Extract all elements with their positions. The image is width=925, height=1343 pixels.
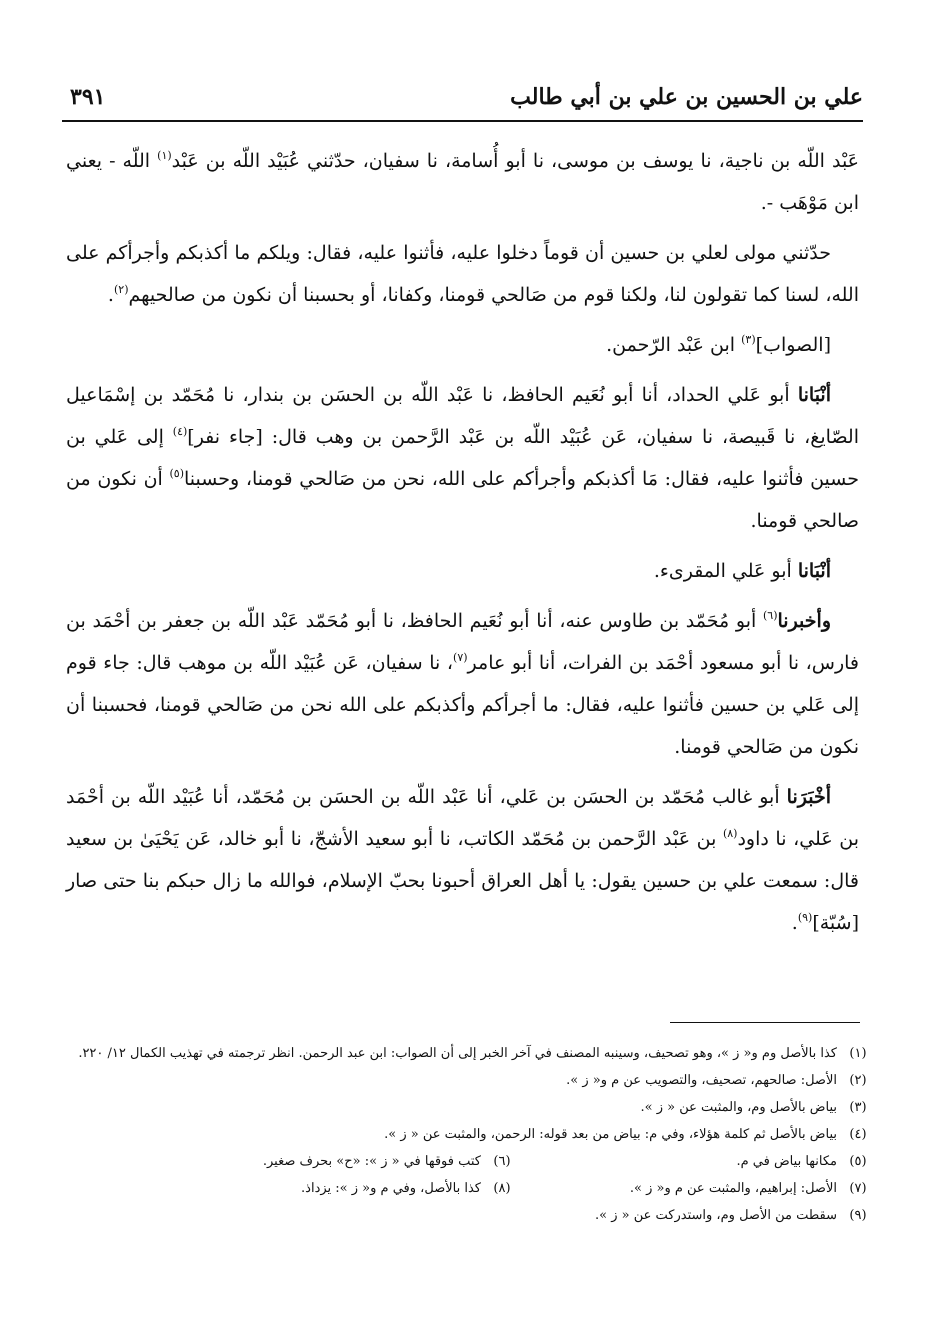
footnote-number: (٥)	[849, 1154, 867, 1169]
footnote-row	[66, 1148, 873, 1175]
footnote-ref: (٤)	[172, 425, 188, 438]
paragraph-4	[66, 374, 859, 542]
paragraph-1	[66, 140, 859, 224]
footnote-number: (٤)	[849, 1127, 867, 1142]
footnote-text: بياض بالأصل وم، والمثبت عن « ز ».	[640, 1100, 837, 1115]
footnote-item	[66, 1121, 873, 1148]
footnote-number: (١)	[849, 1046, 867, 1061]
paragraph-7	[66, 776, 859, 944]
footnote-row	[66, 1175, 873, 1202]
footnote-item	[66, 1067, 873, 1094]
footnote-item	[66, 1148, 517, 1175]
footnote-number: (٩)	[849, 1208, 867, 1223]
paragraph-text: حدّثني مولى لعلي بن حسين أن قوماً دخلوا عليه، فأثنوا عليه، فقال: ويلكم ما أكذبكم وأجرأكم على الله، لسنا كما تقولون لنا، ولكنا قوم من صَالحي قومنا، وكفانا، أو بحسبنا أن نكون من صالحيهم	[66, 242, 859, 306]
footnote-ref: (٥)	[169, 467, 184, 480]
paragraph-text: .	[791, 912, 798, 934]
footnote-text: الأصل: صالحهم، تصحيف، والتصويب عن م و« ز ».	[566, 1073, 837, 1088]
paragraph-text: أبو مُحَمّد بن طاوس عنه، أنا أبو نُعَيم الحافظ، نا أبو مُحَمّد عَبْد اللّه بن جعفر بن أحْمَد بن فارس، نا أبو مسعود أحْمَد بن الفرات، أنا أبو عامر	[66, 610, 859, 674]
header-title: علي بن الحسين بن علي بن أبي طالب	[510, 84, 863, 110]
footnote-text: بياض بالأصل ثم كلمة هؤلاء، وفي م: بياض من بعد قوله: الرحمن، والمثبت عن « ز ».	[384, 1127, 837, 1142]
footnote-text: كذا بالأصل، وفي م و« ز »: يزداذ.	[301, 1181, 481, 1196]
footnote-rule	[670, 1022, 860, 1023]
footnote-item	[517, 1148, 873, 1175]
footnote-number: (٢)	[849, 1073, 867, 1088]
paragraph-3	[66, 324, 859, 366]
isnad-lead: أنْبَانا	[797, 384, 831, 406]
footnote-ref: (٦)	[762, 609, 778, 622]
footnote-ref: (٨)	[722, 827, 738, 840]
footnote-ref: (٩)	[797, 911, 813, 924]
paragraph-5	[66, 550, 859, 592]
paragraph-text: إلى عَلي بن حسين فأثنوا عليه، فقال: مَا أكذبكم وأجرأكم على الله، نحن من صَالحي قومنا، وحسبنا	[66, 426, 859, 490]
footnote-item	[517, 1175, 873, 1202]
paragraph-text: عَبْد اللّه بن ناجية، نا يوسف بن موسى، نا أبو أُسامة، نا سفيان، حدّثني عُبَيْد اللّه بن عَبْد	[171, 150, 860, 172]
footnote-item	[66, 1040, 873, 1067]
paragraph-text: أبو عَلي الحداد، أنا أبو نُعَيم الحافظ، نا عَبْد اللّه بن الحسَن بن بندار، نا مُحَمّد بن إسْمَاعيل الصّايغ، نا قَبيصة، نا سفيان، عَن عُبَيْد اللّه بن عَبْد الرَّحمن بن وهب قال: [جاء نفر]	[66, 384, 859, 448]
footnote-number: (٣)	[849, 1100, 867, 1115]
paragraph-text: بن عَبْد الرَّحمن بن مُحَمّد الكاتب، نا أبو سعيد الأشجّ، نا أبو خالد، عَن يَحْيَىٰ بن سعيد قال: سمعت علي بن حسين يقول: يا أهل العراق أحبونا بحبّ الإسلام، فوالله ما زال حبكم بنا حتى صار [سُبّة]	[66, 828, 859, 934]
isnad-lead: أخْبَرَنا	[786, 786, 831, 808]
footnote-text: مكانها بياض في م.	[736, 1154, 837, 1169]
paragraph-2	[66, 232, 859, 316]
footnote-item	[66, 1094, 873, 1121]
page-number: ٣٩١	[70, 84, 106, 110]
paragraph-6	[66, 600, 859, 768]
paragraph-text: أبو عَلي المقرىء.	[653, 560, 798, 582]
footnote-number: (٧)	[849, 1181, 867, 1196]
isnad-lead: وأخبرنا	[777, 610, 831, 632]
footnote-number: (٨)	[493, 1181, 511, 1196]
footnote-ref: (١)	[157, 149, 172, 162]
paragraph-text: ابن عَبْد الرّحمن.	[606, 334, 742, 356]
isnad-lead: أنْبَانا	[797, 560, 831, 582]
footnote-text: سقطت من الأصل وم، واستدركت عن « ز ».	[595, 1208, 837, 1223]
paragraph-text: أن نكون من صالحي قومنا.	[66, 468, 859, 532]
header-rule	[62, 120, 863, 122]
main-text	[66, 140, 859, 952]
footnote-ref: (٢)	[113, 283, 129, 296]
footnote-item	[66, 1202, 873, 1229]
footnote-number: (٦)	[493, 1154, 511, 1169]
paragraph-text: [الصواب]	[755, 334, 831, 356]
footnote-text: كذا بالأصل وم و« ز »، وهو تصحيف، وسينبه المصنف في آخر الخبر إلى أن الصواب: ابن عبد الرحمن. انظر ترجمته في تهذيب الكمال ١٢/ ٢٢٠.	[78, 1046, 837, 1061]
footnotes	[66, 1040, 873, 1229]
footnote-ref: (٣)	[741, 333, 756, 346]
footnote-text: الأصل: إبراهيم، والمثبت عن م و« ز ».	[629, 1181, 837, 1196]
paragraph-text: اللّه - يعني ابن مَوْهَب -.	[66, 150, 859, 214]
paragraph-text: أبو غالب مُحَمّد بن الحسَن بن عَلي، أنا عَبْد اللّه بن الحسَن بن مُحَمّد، أنا عُبَيْد اللّه بن أحْمَد بن عَلي، نا داود	[66, 786, 859, 850]
running-header	[62, 80, 863, 120]
footnote-ref: (٧)	[453, 651, 468, 664]
paragraph-text: .	[107, 284, 114, 306]
paragraph-text: ، نا سفيان، عَن عُبَيْد اللّه بن موهب قال: جاء قوم إلى عَلي بن حسين فأثنوا عليه، فقال: ما أجرأكم وأكذبكم على الله نحن من صَالحي قومنا، فحسبنا أن نكون من صَالحي قومنا.	[66, 652, 859, 758]
footnote-text: كتب فوقها في « ز »: «ح» بحرف صغير.	[262, 1154, 481, 1169]
footnote-item	[66, 1175, 517, 1202]
